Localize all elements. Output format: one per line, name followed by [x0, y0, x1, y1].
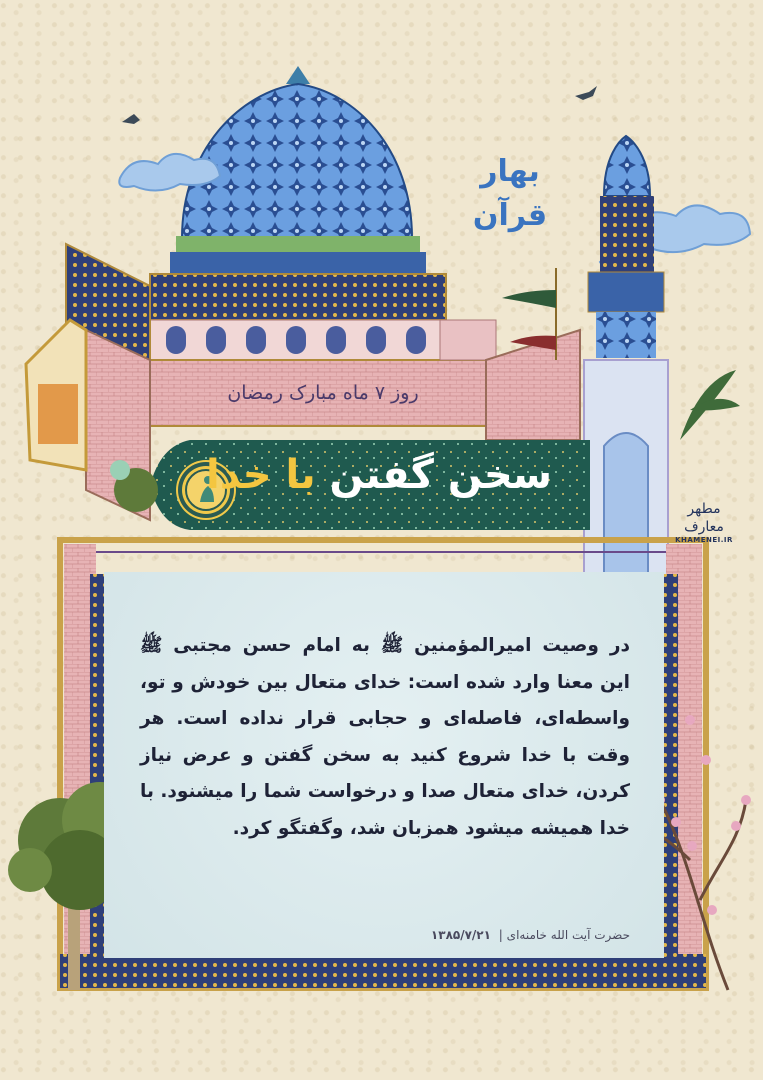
- site-logo: مطهر معارف: [684, 501, 724, 535]
- series-logo: بهار قرآن: [472, 154, 548, 233]
- title-main: سخن گفتن: [329, 452, 552, 498]
- attribution-separator: |: [498, 928, 503, 942]
- attribution: [250, 928, 630, 942]
- page-title: [206, 452, 552, 498]
- attribution-name: حضرت آیت الله خامنه‌ای: [506, 928, 630, 942]
- attribution-date: ۱۳۸۵/۷/۲۱: [430, 928, 491, 942]
- quote-body: در وصیت امیرالمؤمنین ﷺ به امام حسن مجتبی ﷺ این معنا وارد شده است: خدای متعال بین خودش و تو، واسطه‌ای، فاصله‌ای و حجابی قرار نداده است. هر وقت با خدا شروع کنید به سخن گفتن و عرض نیاز کردن، خدای متعال صدا و درخواست شما را میشنود. با خدا همیشه میشود همزبان شد، وگفتگو کرد.: [140, 635, 630, 839]
- day-label: روز ۷ ماه مبارک رمضان: [227, 382, 419, 404]
- site-watermark: [672, 500, 736, 544]
- title-banner: [162, 440, 582, 526]
- site-url: KHAMENEI.IR: [675, 536, 733, 544]
- title-accent: با خدا: [205, 452, 316, 498]
- leafy-branch-icon: [680, 370, 740, 440]
- minaret-icon: [584, 136, 668, 580]
